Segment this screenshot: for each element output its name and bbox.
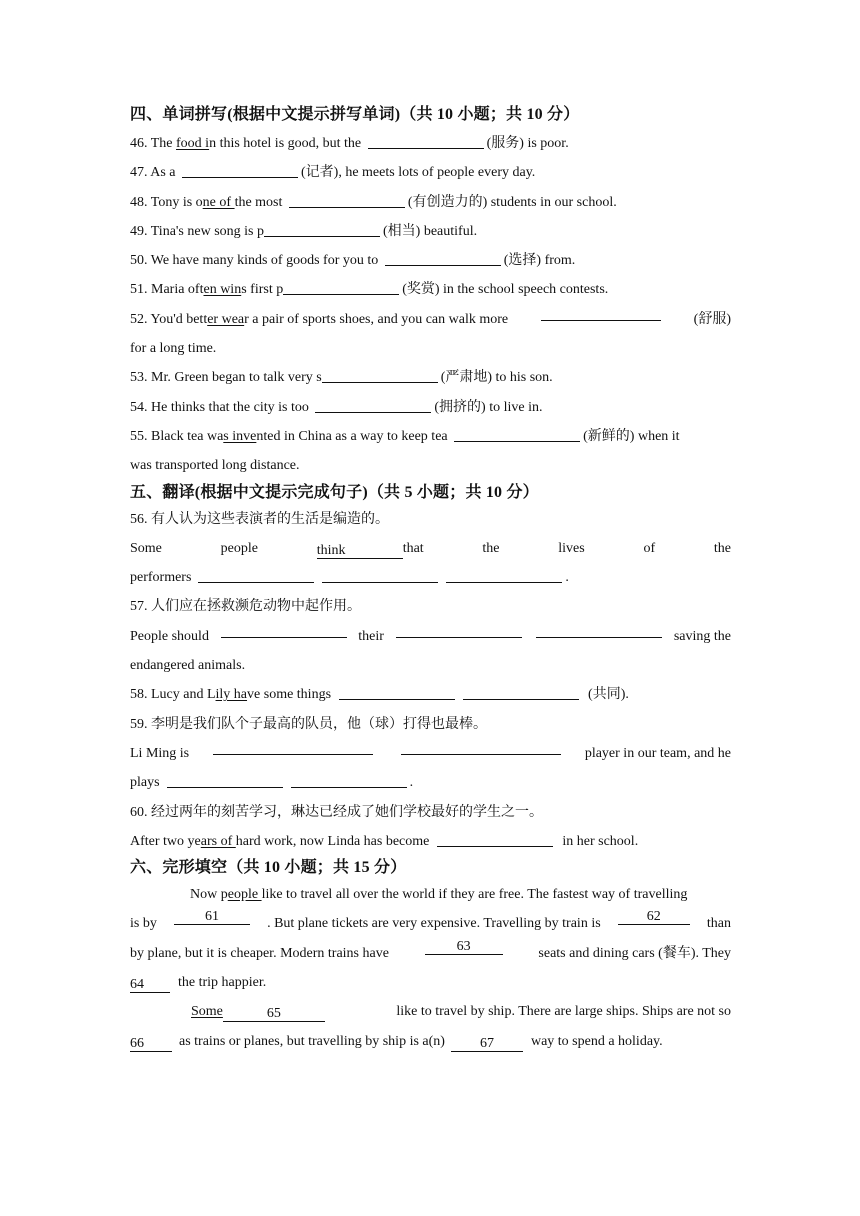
question-60: After two years of hard work, now Linda has become in her school. [130,827,731,856]
cloze-paragraph-1-line-3: by plane, but it is cheaper. Modern trains have 63 seats and dining cars (餐车). They [130,938,731,961]
cloze-blank-64[interactable]: 64 [130,977,170,993]
question-54: 54. He thinks that the city is too (拥挤的) to live in. [130,393,731,422]
section-heading-cloze: 六、完形填空（共 10 小题；共 15 分） [130,859,407,877]
question-52: 52. You'd better wear a pair of sports shoes, and you can walk more (舒服) [130,305,731,334]
question-51: 51. Maria often wins first p (奖赏) in the school speech contests. [130,275,731,304]
answer-blank[interactable] [264,221,380,237]
question-57: People should their saving the [130,622,731,651]
answer-blank[interactable] [291,772,407,788]
answer-blank[interactable] [368,133,484,149]
answer-blank[interactable] [437,831,553,847]
question-57-chinese: 57. 人们应在拯救濒危动物中起作用。 [130,599,361,615]
answer-blank-filled[interactable]: think [317,543,403,559]
question-53: 53. Mr. Green began to talk very s (严肃地) to his son. [130,363,731,392]
question-58: 58. Lucy and Lily have some things (共同). [130,680,731,709]
answer-blank[interactable] [339,684,455,700]
cloze-blank-62[interactable]: 62 [618,909,690,925]
question-52-continued: for a long time. [130,341,217,357]
answer-blank[interactable] [385,250,501,266]
question-56-chinese: 56. 有人认为这些表演者的生活是编造的。 [130,511,389,527]
question-59-continued: plays . [130,768,731,797]
answer-blank[interactable] [283,279,399,295]
question-56-continued: performers . [130,563,731,592]
answer-blank[interactable] [536,622,662,638]
cloze-blank-63[interactable]: 63 [425,939,503,955]
answer-blank[interactable] [322,367,438,383]
cloze-blank-61[interactable]: 61 [174,909,250,925]
answer-blank[interactable] [167,772,283,788]
answer-blank[interactable] [289,192,405,208]
question-46: 46. The food in this hotel is good, but the (服务) is poor. [130,129,731,158]
answer-blank[interactable] [315,397,431,413]
question-57-continued: endangered animals. [130,658,246,674]
cloze-paragraph-2-line-1: Some 65 like to travel by ship. There are large ships. Ships are not so [191,1004,731,1022]
question-60-chinese: 60. 经过两年的刻苦学习，琳达已经成了她们学校最好的学生之一。 [130,804,543,820]
question-50: 50. We have many kinds of goods for you to (选择) from. [130,246,731,275]
question-56: Some people think that the lives of the [130,540,731,558]
question-47: 47. As a (记者), he meets lots of people every day. [130,158,731,187]
answer-blank[interactable] [454,426,580,442]
cloze-paragraph-2-line-2: 66 as trains or planes, but travelling by ship is a(n) 67 way to spend a holiday. [130,1033,663,1051]
cloze-paragraph-1-line-2: is by 61 . But plane tickets are very expensive. Travelling by train is 62 than [130,909,731,932]
answer-blank[interactable] [182,162,298,178]
answer-blank[interactable] [463,684,579,700]
question-59: Li Ming is player in our team, and he [130,739,731,768]
section-heading-word-spelling: 四、单词拼写(根据中文提示拼写单词)（共 10 小题；共 10 分） [130,106,580,123]
question-49: 49. Tina's new song is p (相当) beautiful. [130,217,731,246]
document-content [130,100,731,1056]
section-heading-translation: 五、翻译(根据中文提示完成句子)（共 5 小题；共 10 分） [130,483,539,501]
answer-blank[interactable] [198,567,314,583]
cloze-paragraph-1-line-4: 64 the trip happier. [130,975,267,993]
answer-blank[interactable] [213,739,373,755]
cloze-blank-65[interactable]: 65 [223,1006,325,1022]
cloze-paragraph-1-line-1: Now people like to travel all over the world if they are free. The fastest way of travelling [190,887,688,903]
cloze-blank-67[interactable]: 67 [451,1036,523,1052]
answer-blank[interactable] [401,739,561,755]
question-55: 55. Black tea was invented in China as a way to keep tea (新鲜的) when it [130,422,731,451]
answer-blank[interactable] [322,567,438,583]
answer-blank[interactable] [221,622,347,638]
question-59-chinese: 59. 李明是我们队个子最高的队员，他（球）打得也最棒。 [130,716,487,732]
question-55-continued: was transported long distance. [130,458,300,474]
answer-blank[interactable] [446,567,562,583]
cloze-blank-66[interactable]: 66 [130,1036,172,1052]
answer-blank[interactable] [541,305,661,321]
answer-blank[interactable] [396,622,522,638]
question-48: 48. Tony is one of the most (有创造力的) students in our school. [130,188,731,217]
